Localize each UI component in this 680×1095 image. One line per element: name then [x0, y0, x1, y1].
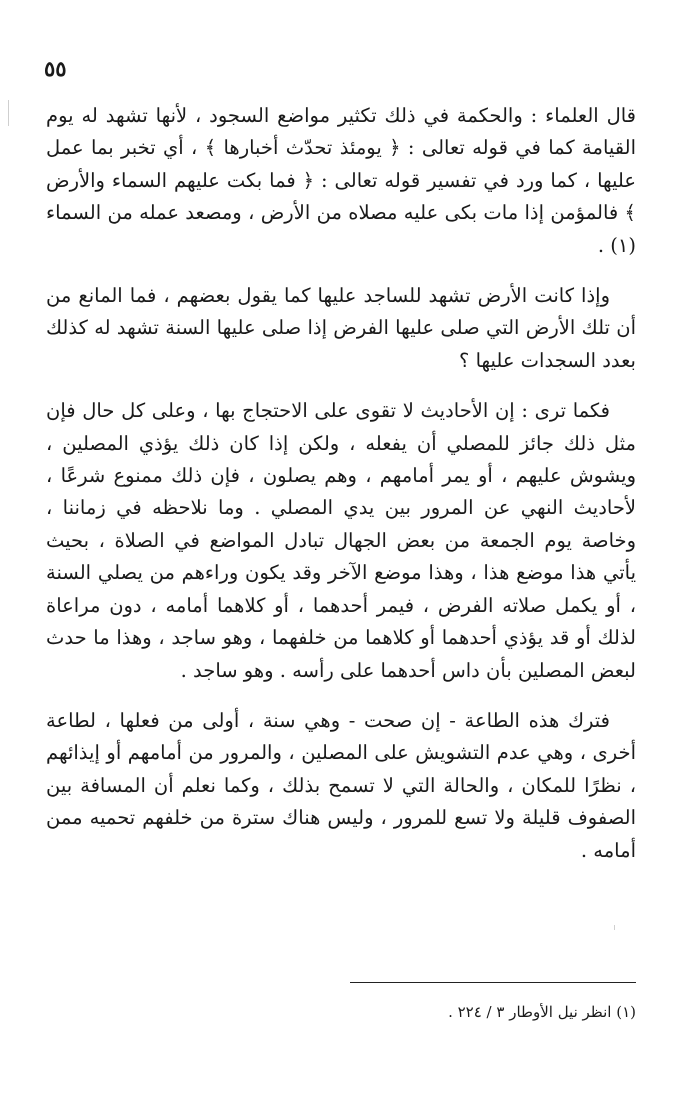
paragraph-1: قال العلماء : والحكمة في ذلك تكثير مواضع السجود ، لأنها تشهد له يوم القيامة كما في قوله تعالى : ﴿ يومئذ تحدّث أخبارها ﴾ ، أي تخبر بما عمل عليها ، كما ورد في تفسير قوله تعالى : ﴿ فما بكت عليهم السماء والأرض ﴾ فالمؤمن إذا مات بكى عليه مصلاه من الأرض ، ومصعد عمله من السماء (١) . [46, 104, 636, 257]
scan-edge-mark [8, 100, 9, 126]
paragraph-2: وإذا كانت الأرض تشهد للساجد عليها كما يقول بعضهم ، فما المانع من أن تلك الأرض التي صلى عليها الفرض إذا صلى عليها السنة تشهد له كذلك بعدد السجدات عليها ؟ [46, 284, 636, 372]
footnote: (١) انظر نيل الأوطار ٣ / ٢٢٤ . [448, 1003, 636, 1021]
footnote-divider [350, 982, 636, 983]
page-number: ٥٥ [44, 56, 67, 81]
main-text [46, 100, 636, 885]
scan-dot-mark [614, 925, 615, 930]
paragraph-3: فكما ترى : إن الأحاديث لا تقوى على الاحتجاج بها ، وعلى كل حال فإن مثل ذلك جائز للمصلي أن يفعله ، ولكن إذا كان ذلك يؤذي المصلين ، ويشوش عليهم ، أو يمر أمامهم ، وهم يصلون ، فإن ذلك ممنوع شرعًا ، لأحاديث النهي عن المرور بين يدي المصلي . وما نلاحظه في زماننا ، وخاصة يوم الجمعة من بعض الجهال تبادل المواضع في الصلاة ، بحيث يأتي هذا موضع هذا ، وهذا موضع الآخر وقد يكون وراءهم من يصلي السنة ، أو يكمل صلاته الفرض ، فيمر أحدهما ، أو كلاهما أمامه ، دون مراعاة لذلك أو قد يؤذي أحدهما أو كلاهما من خلفهما ، وهو ساجد ، وهذا ما حدث لبعض المصلين بأن داس أحدهما على رأسه . وهو ساجد . [46, 399, 636, 682]
paragraph-4: فترك هذه الطاعة - إن صحت - وهي سنة ، أولى من فعلها ، لطاعة أخرى ، وهي عدم التشويش على المصلين ، والمرور من أمامهم أو إيذائهم ، نظرًا للمكان ، والحالة التي لا تسمح بذلك ، وكما نعلم أن المسافة بين الصفوف قليلة ولا تسع للمرور ، وليس هناك سترة من خلفهم تحميه ممن أمامه . [46, 708, 636, 862]
